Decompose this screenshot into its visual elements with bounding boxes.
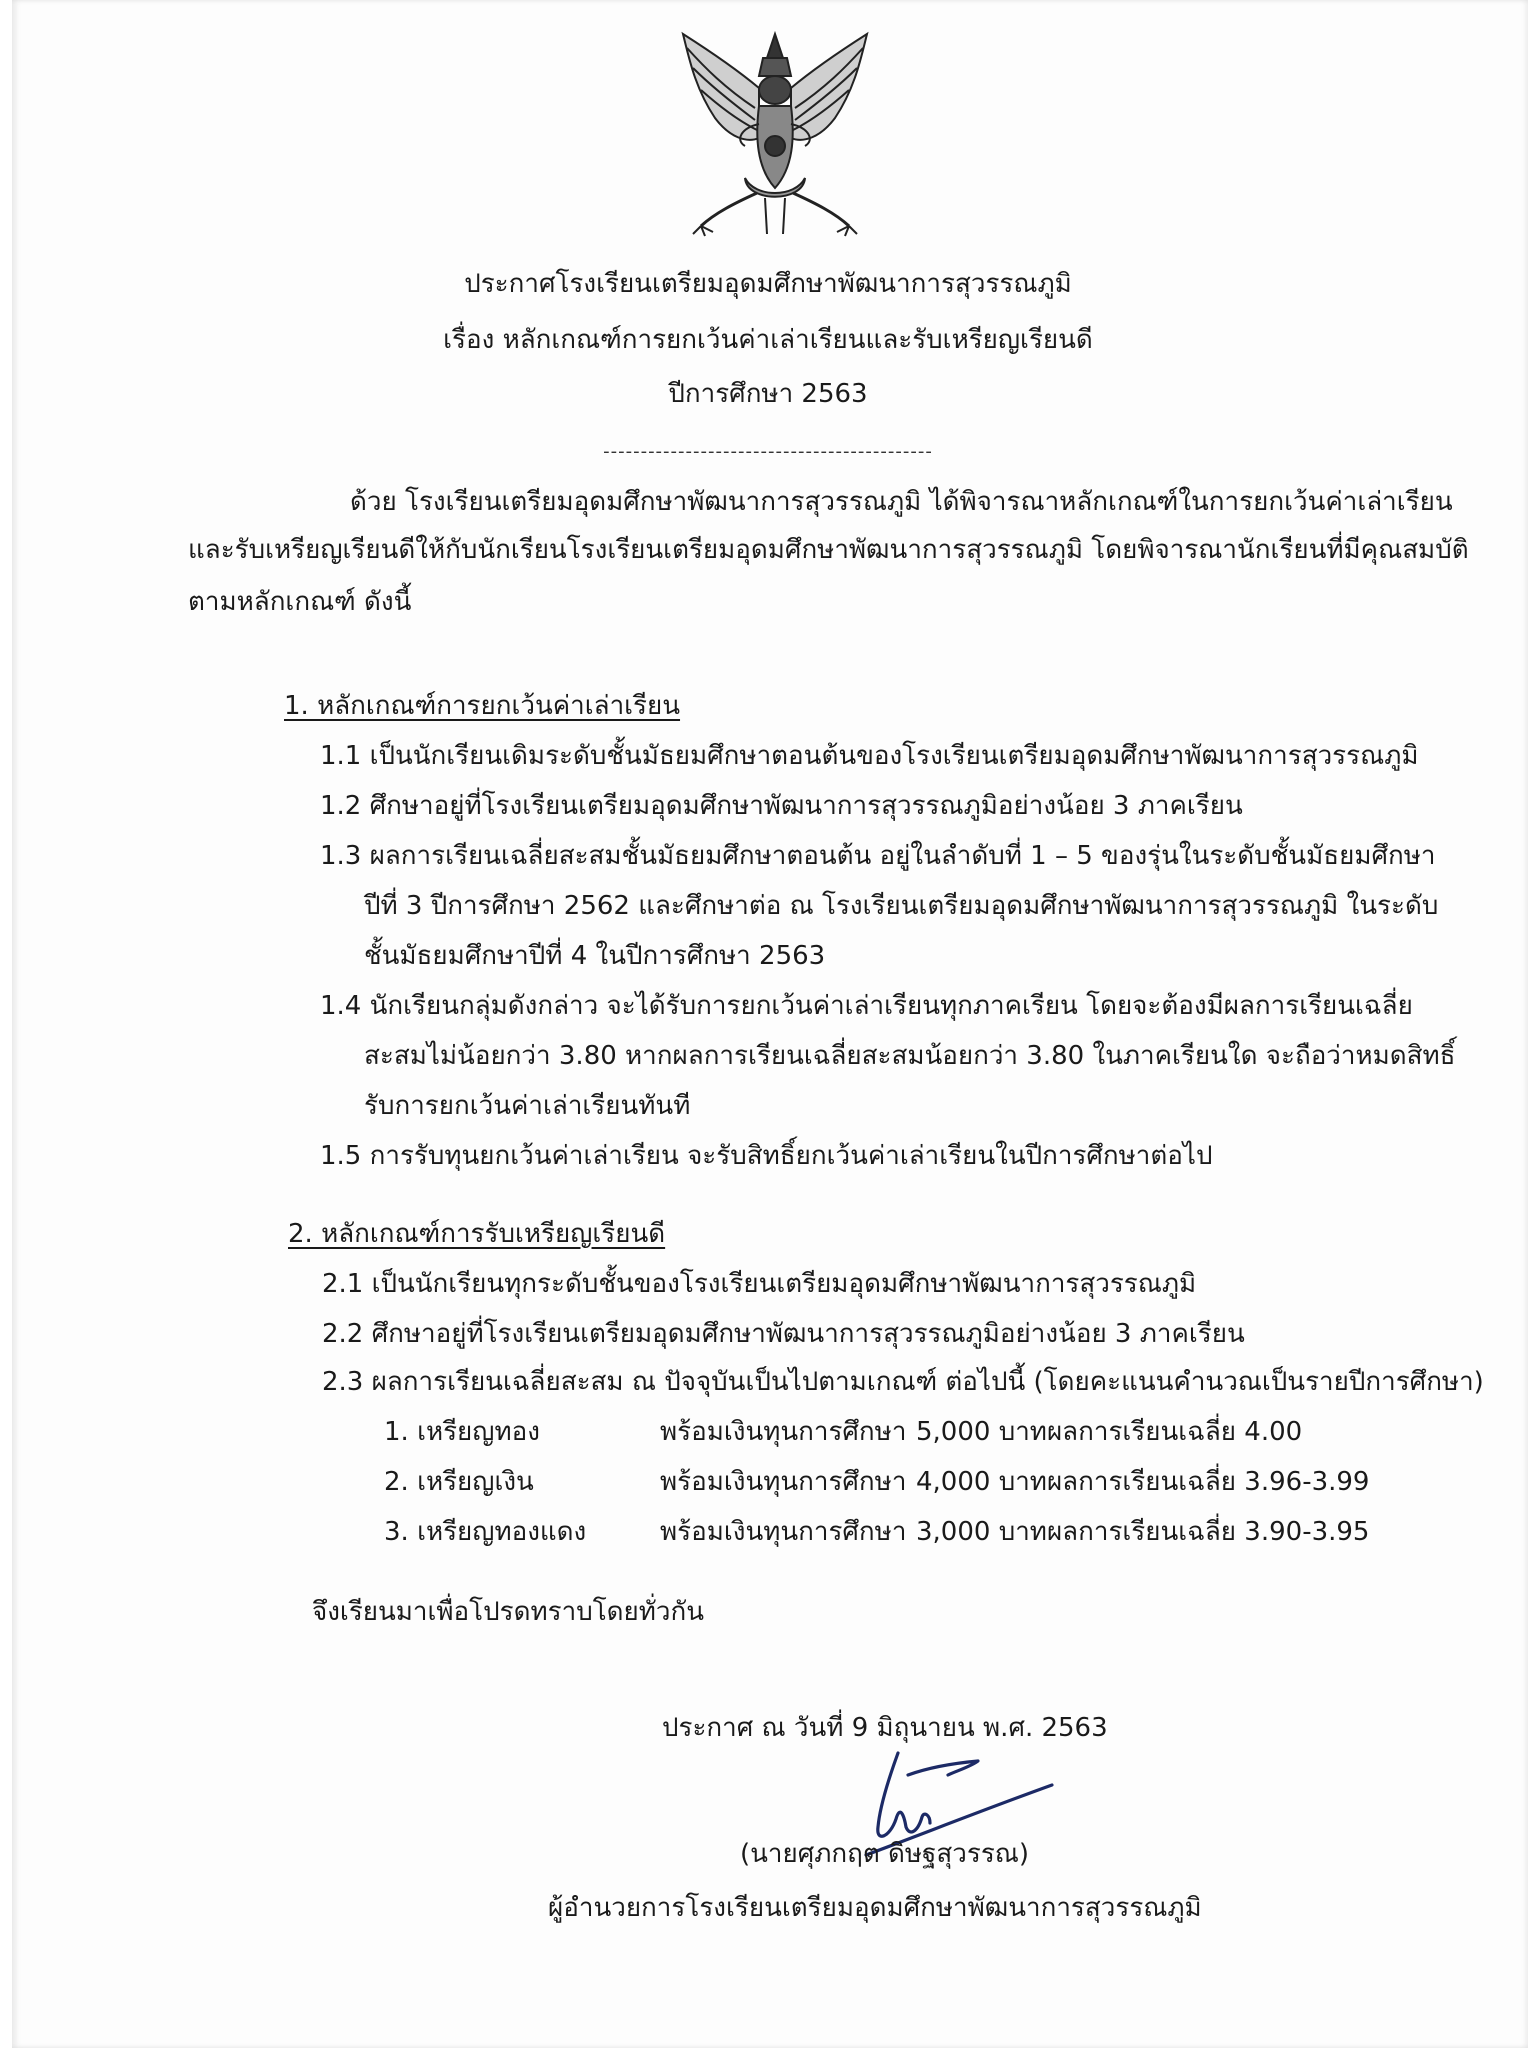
announcement-subject: เรื่อง หลักเกณฑ์การยกเว้นค่าเล่าเรียนและรับเหรียญเรียนดี xyxy=(443,325,1093,355)
medal-gold-detail: 5,000 บาทผลการเรียนเฉลี่ย 4.00 xyxy=(916,1417,1303,1447)
closing-statement: จึงเรียนมาเพื่อโปรดทราบโดยทั่วกัน xyxy=(312,1597,705,1627)
rule-1-4-cont-1: สะสมไม่น้อยกว่า 3.80 หากผลการเรียนเฉลี่ยสะสมน้อยกว่า 3.80 ในภาคเรียนใด จะถือว่าหมดสิทธิ์ xyxy=(364,1041,1456,1071)
rule-1-3-cont-1: ปีที่ 3 ปีการศึกษา 2562 และศึกษาต่อ ณ โรงเรียนเตรียมอุดมศึกษาพัฒนาการสุวรรณภูมิ ในระดับ xyxy=(364,891,1439,921)
intro-line-3: ตามหลักเกณฑ์ ดังนี้ xyxy=(188,587,412,617)
garuda-emblem-icon xyxy=(675,28,875,240)
medal-silver-grant: พร้อมเงินทุนการศึกษา xyxy=(660,1467,907,1497)
intro-line-2: และรับเหรียญเรียนดีให้กับนักเรียนโรงเรียนเตรียมอุดมศึกษาพัฒนาการสุวรรณภูมิ โดยพิจารณานักเรียนที่มีคุณสมบัติ xyxy=(188,535,1469,565)
medal-silver-detail: 4,000 บาทผลการเรียนเฉลี่ย 3.96-3.99 xyxy=(916,1467,1370,1497)
rule-2-3: 2.3 ผลการเรียนเฉลี่ยสะสม ณ ปัจจุบันเป็นไปตามเกณฑ์ ต่อไปนี้ (โดยคะแนนคำนวณเป็นรายปีการศึกษา) xyxy=(322,1367,1484,1397)
medal-gold-grant: พร้อมเงินทุนการศึกษา xyxy=(660,1417,907,1447)
announcement-date: ประกาศ ณ วันที่ 9 มิถุนายน พ.ศ. 2563 xyxy=(662,1713,1108,1743)
rule-1-5: 1.5 การรับทุนยกเว้นค่าเล่าเรียน จะรับสิทธิ์ยกเว้นค่าเล่าเรียนในปีการศึกษาต่อไป xyxy=(320,1141,1213,1171)
section-2-heading: 2. หลักเกณฑ์การรับเหรียญเรียนดี xyxy=(288,1219,666,1249)
rule-2-2: 2.2 ศึกษาอยู่ที่โรงเรียนเตรียมอุดมศึกษาพัฒนาการสุวรรณภูมิอย่างน้อย 3 ภาคเรียน xyxy=(322,1319,1245,1349)
rule-1-2: 1.2 ศึกษาอยู่ที่โรงเรียนเตรียมอุดมศึกษาพัฒนาการสุวรรณภูมิอย่างน้อย 3 ภาคเรียน xyxy=(320,791,1243,821)
rule-2-1: 2.1 เป็นนักเรียนทุกระดับชั้นของโรงเรียนเตรียมอุดมศึกษาพัฒนาการสุวรรณภูมิ xyxy=(322,1269,1197,1299)
announcement-title: ประกาศโรงเรียนเตรียมอุดมศึกษาพัฒนาการสุวรรณภูมิ xyxy=(464,269,1072,299)
medal-bronze-name: 3. เหรียญทองแดง xyxy=(384,1517,587,1547)
separator-line: -------------------------------------------- xyxy=(603,441,933,462)
signer-name: (นายศุภกฤต ดิษฐสุวรรณ) xyxy=(740,1839,1030,1869)
medal-gold-name: 1. เหรียญทอง xyxy=(384,1417,540,1447)
intro-line-1: ด้วย โรงเรียนเตรียมอุดมศึกษาพัฒนาการสุวรรณภูมิ ได้พิจารณาหลักเกณฑ์ในการยกเว้นค่าเล่าเรียน xyxy=(350,487,1453,517)
medal-bronze-grant: พร้อมเงินทุนการศึกษา xyxy=(660,1517,907,1547)
medal-silver-name: 2. เหรียญเงิน xyxy=(384,1467,534,1497)
rule-1-1: 1.1 เป็นนักเรียนเดิมระดับชั้นมัธยมศึกษาตอนต้นของโรงเรียนเตรียมอุดมศึกษาพัฒนาการสุวรรณภูมิ xyxy=(320,741,1419,771)
rule-1-3: 1.3 ผลการเรียนเฉลี่ยสะสมชั้นมัธยมศึกษาตอนต้น อยู่ในลำดับที่ 1 – 5 ของรุ่นในระดับชั้นมัธยมศึกษา xyxy=(320,841,1436,871)
section-1-heading: 1. หลักเกณฑ์การยกเว้นค่าเล่าเรียน xyxy=(284,691,681,721)
rule-1-3-cont-2: ชั้นมัธยมศึกษาปีที่ 4 ในปีการศึกษา 2563 xyxy=(364,941,826,971)
medal-bronze-detail: 3,000 บาทผลการเรียนเฉลี่ย 3.90-3.95 xyxy=(916,1517,1370,1547)
rule-1-4-cont-2: รับการยกเว้นค่าเล่าเรียนทันที xyxy=(364,1091,691,1121)
rule-1-4: 1.4 นักเรียนกลุ่มดังกล่าว จะได้รับการยกเว้นค่าเล่าเรียนทุกภาคเรียน โดยจะต้องมีผลการเรียนเฉลี่ย xyxy=(320,991,1413,1021)
signer-title: ผู้อำนวยการโรงเรียนเตรียมอุดมศึกษาพัฒนาการสุวรรณภูมิ xyxy=(548,1893,1202,1923)
academic-year: ปีการศึกษา 2563 xyxy=(668,379,868,409)
